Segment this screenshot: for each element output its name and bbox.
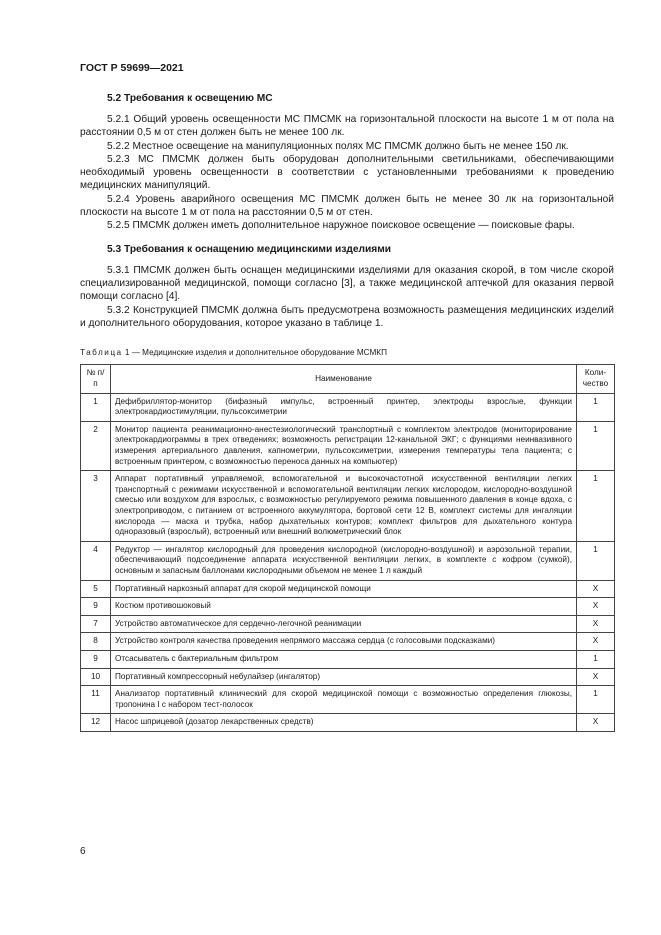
row-quantity-cell: Х xyxy=(577,598,615,616)
row-number-cell: 12 xyxy=(81,714,111,732)
row-quantity-cell: Х xyxy=(577,580,615,598)
row-number-cell: 10 xyxy=(81,668,111,686)
row-name-cell: Редуктор — ингалятор кислородный для проведения кислородной (кислородно-воздушной) и аэрозольной терапии, обеспечивающий подсоединение аппарата искусственной вентиляции легких, в комплекте с кофром (сумкой), основным и запасным баллонами кислородными объемом не менее 1 л каждый xyxy=(111,541,577,580)
row-number-cell: 3 xyxy=(81,471,111,542)
paragraph-525: 5.2.5 ПМСМК должен иметь дополнительное наружное поисковое освещение — поисковые фары. xyxy=(107,220,575,232)
table-row xyxy=(81,421,615,470)
row-quantity-cell: Х xyxy=(577,633,615,651)
row-name-cell: Насос шприцевой (дозатор лекарственных средств) xyxy=(111,714,577,732)
row-name-cell: Анализатор портативный клинический для скорой медицинской помощи с возможностью определения глюкозы, тропонина I с набором тест-полосок xyxy=(111,686,577,714)
row-name-cell: Портативный компрессорный небулайзер (ингалятор) xyxy=(111,668,577,686)
row-name-cell: Монитор пациента реанимационно-анестезиологический транспортный с комплектом электродов (мониторирование электрокардиограммы в трех отведениях; возможность регистрации 12-канальной ЭКГ; с функциями неинвазивного измерения артериального давления, капнометрии, пульсоксиметрии, измерения температуры тела пациента; с встроенным принтером, с возможностью переноса данных на компьютер) xyxy=(111,421,577,470)
row-name-cell: Аппарат портативный управляемой, вспомогательной и высокочастотной искусственной вентиляции легких транспортный с режимами искусственной и вспомогательной вентиляции легких кислородом, кислородно-воздушной смесью или воздухом для взрослых, с возможностью регулируемого режима повышенного давления в конце вдоха, с электроприводом, с питанием от встроенного аккумулятора, бортовой сети 12 В, комплект системы для ингаляции кислорода — маска и трубка, набор дыхательных контуров; комплект фильтров для дыхательного контура одноразовый (взрослый), встроенный или внешний волюметрический блок xyxy=(111,471,577,542)
row-number-cell: 8 xyxy=(81,633,111,651)
paragraph-523: 5.2.3 МС ПМСМК должен быть оборудован дополнительными светильниками, обеспечивающими необходимый уровень освещенности в соответствии с установленными требованиями к проведению медицинских манипуляций. xyxy=(80,153,614,192)
table-row xyxy=(81,714,615,732)
header-qty: Коли-чество xyxy=(577,365,615,393)
row-name-cell: Отсасыватель с бактериальным фильтром xyxy=(111,650,577,668)
row-number-cell: 7 xyxy=(81,615,111,633)
table-row xyxy=(81,393,615,421)
row-quantity-cell: Х xyxy=(577,615,615,633)
row-number-cell: 4 xyxy=(81,541,111,580)
table-row xyxy=(81,668,615,686)
row-quantity-cell: 1 xyxy=(577,471,615,542)
table-row xyxy=(81,633,615,651)
row-quantity-cell: 1 xyxy=(577,686,615,714)
row-number-cell: 11 xyxy=(81,686,111,714)
row-number-cell: 9 xyxy=(81,650,111,668)
section-53-title: 5.3 Требования к оснащению медицинскими изделиями xyxy=(107,243,391,255)
row-name-cell: Костюм противошоковый xyxy=(111,598,577,616)
table-row xyxy=(81,580,615,598)
header-name: Наименование xyxy=(111,365,577,393)
table-caption xyxy=(80,346,614,359)
header-num: № п/п xyxy=(81,365,111,393)
row-quantity-cell: Х xyxy=(577,714,615,732)
table-row xyxy=(81,650,615,668)
row-quantity-cell: 1 xyxy=(577,393,615,421)
table-body xyxy=(81,393,615,731)
row-name-cell: Портативный наркозный аппарат для скорой медицинской помощи xyxy=(111,580,577,598)
row-name-cell: Дефибриллятор-монитор (бифазный импульс, встроенный принтер, электроды взрослые, функции электрокардиостимуляции, пульсоксиметрии xyxy=(111,393,577,421)
row-name-cell: Устройство автоматическое для сердечно-легочной реанимации xyxy=(111,615,577,633)
row-quantity-cell: Х xyxy=(577,668,615,686)
paragraph-524: 5.2.4 Уровень аварийного освещения МС ПМСМК должен быть не менее 30 лк на горизонтальной плоскости на высоте 1 м от пола на расстоянии 0,5 м от стен. xyxy=(80,193,614,219)
paragraph-531: 5.3.1 ПМСМК должен быть оснащен медицинскими изделиями для оказания скорой, в том числе скорой специализированной медицинской, помощи согласно [3], а также медицинской аптечкой для оказания первой помощи согласно [4]. xyxy=(80,264,614,303)
row-number-cell: 5 xyxy=(81,580,111,598)
table-row xyxy=(81,471,615,542)
table-row xyxy=(81,615,615,633)
row-number-cell: 2 xyxy=(81,421,111,470)
document-body xyxy=(80,92,614,732)
page-number: 6 xyxy=(80,846,86,857)
row-number-cell: 1 xyxy=(81,393,111,421)
table-header-row xyxy=(81,365,615,393)
row-quantity-cell: 1 xyxy=(577,650,615,668)
row-quantity-cell: 1 xyxy=(577,541,615,580)
row-name-cell: Устройство контроля качества проведения непрямого массажа сердца (с голосовыми подсказками) xyxy=(111,633,577,651)
document-header: ГОСТ Р 59699—2021 xyxy=(80,62,184,74)
table-caption-text: 1 — Медицинские изделия и дополнительное оборудование МСМКП xyxy=(124,348,387,358)
row-quantity-cell: 1 xyxy=(577,421,615,470)
paragraph-522: 5.2.2 Местное освещение на манипуляционных полях МС ПМСМК должно быть не менее 150 лк. xyxy=(107,140,569,152)
table-row xyxy=(81,598,615,616)
section-52-title: 5.2 Требования к освещению МС xyxy=(107,93,273,104)
paragraph-532: 5.3.2 Конструкцией ПМСМК должна быть предусмотрена возможность размещения медицинских изделий и дополнительного оборудования, которое указано в таблице 1. xyxy=(80,304,614,329)
equipment-table xyxy=(80,364,615,731)
paragraph-521: 5.2.1 Общий уровень освещенности МС ПМСМК на горизонтальной плоскости на высоте 1 м от пола на расстоянии 0,5 м от стен должен быть не менее 100 лк. xyxy=(80,114,614,139)
table-row xyxy=(81,541,615,580)
table-caption-label: Таблица xyxy=(80,348,123,358)
row-number-cell: 9 xyxy=(81,598,111,616)
table-row xyxy=(81,686,615,714)
